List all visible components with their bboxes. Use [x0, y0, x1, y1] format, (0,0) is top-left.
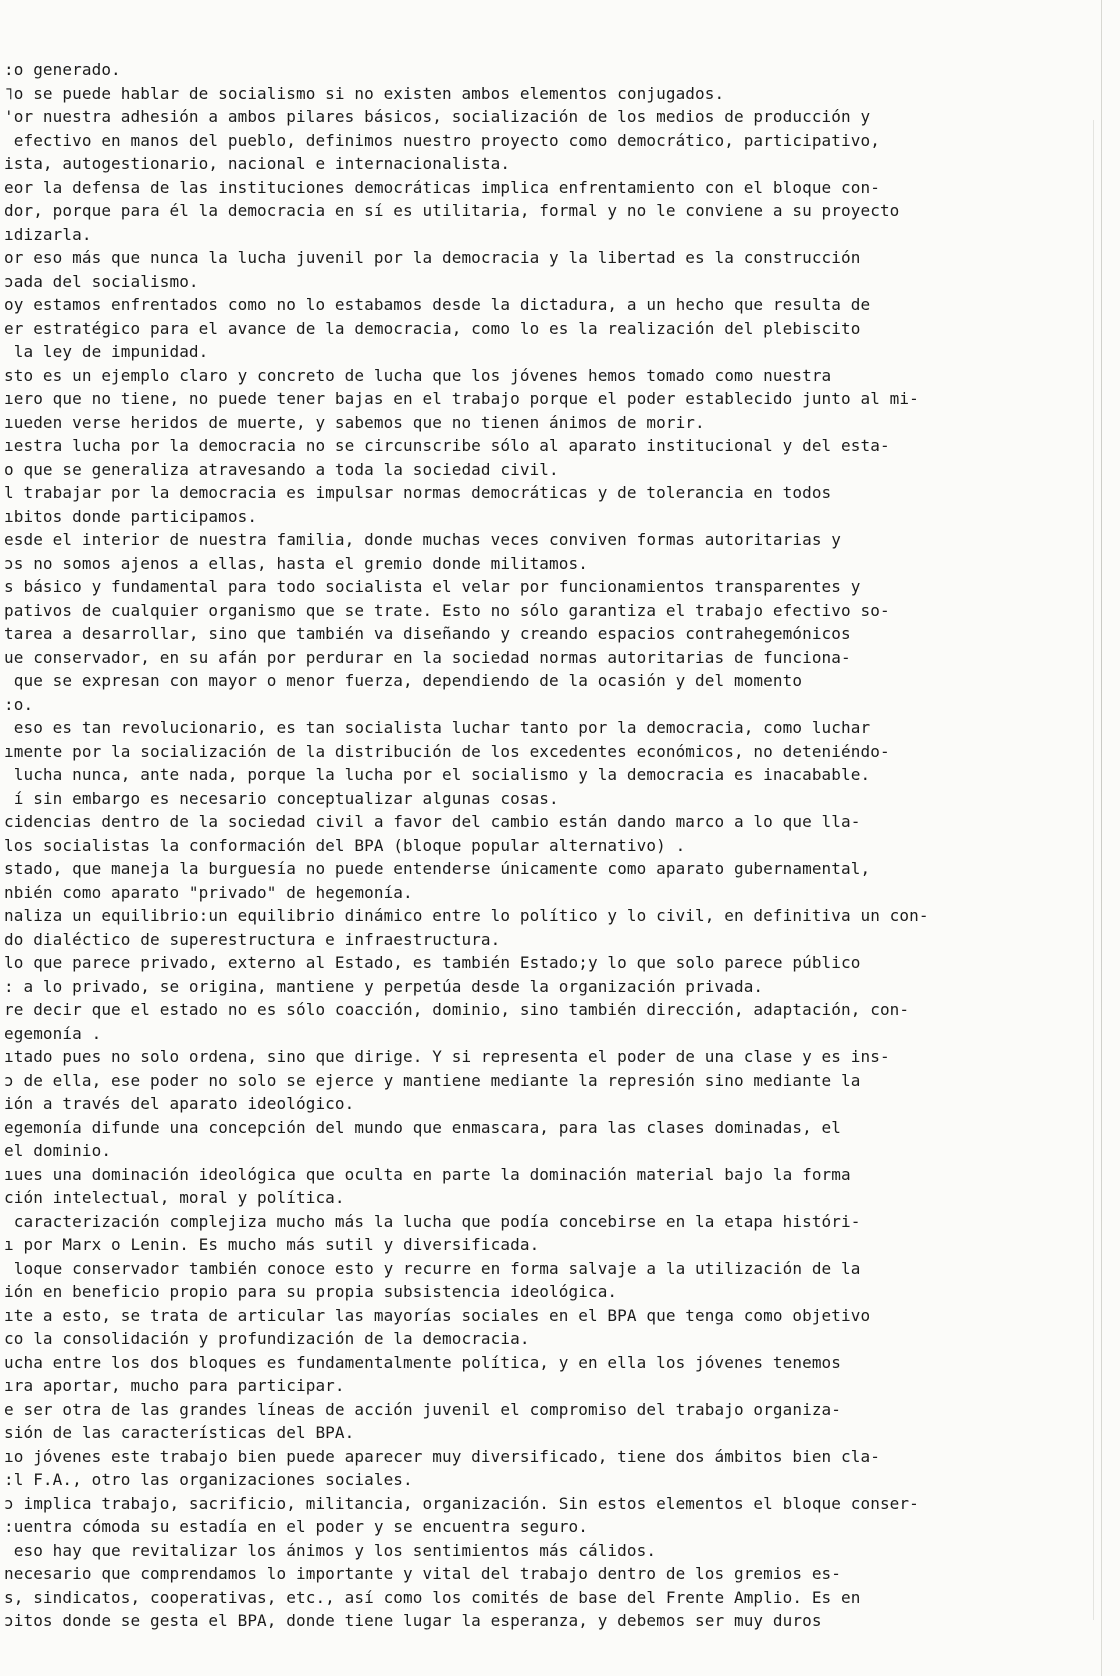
text-line: ión a través del aparato ideológico. — [4, 1094, 355, 1113]
document-body — [4, 58, 1064, 1633]
text-line: ɔitos donde se gesta el BPA, donde tiene lugar la esperanza, y debemos ser muy duros — [4, 1611, 822, 1630]
text-line: sión de las características del BPA. — [4, 1423, 355, 1442]
text-line: í sin embargo es necesario conceptualizar algunas cosas. — [4, 788, 559, 808]
text-line: ɔada del socialismo. — [4, 271, 199, 291]
text-line: lucha nunca, ante nada, porque la lucha por el socialismo y la democracia es inacabable. — [4, 765, 871, 784]
text-line: ıestra lucha por la democracia no se circunscribe sólo al aparato institucional y del esta- — [4, 436, 890, 455]
text-line: ıtado pues no solo ordena, sino que dirige. Y si representa el poder de una clase y es ins- — [4, 1047, 890, 1066]
text-line: ıbitos donde participamos. — [4, 506, 258, 526]
text-line: ción intelectual, moral y política. — [4, 1188, 345, 1207]
text-line: oy estamos enfrentados como no lo estabamos desde la dictadura, a un hecho que resulta de — [4, 295, 871, 314]
text-line: re decir que el estado no es sólo coacción, dominio, sino también dirección, adaptación, con- — [4, 1000, 910, 1019]
text-line: ıueden verse heridos de muerte, y sabemos que no tienen ánimos de morir. — [4, 412, 705, 432]
text-line: esde el interior de nuestra familia, donde muchas veces conviven formas autoritarias y — [4, 530, 842, 549]
text-line: : a lo privado, se origina, mantiene y perpetúa desde la organización privada. — [4, 976, 764, 996]
text-line: egemonía difunde una concepción del mundo que enmascara, para las clases dominadas, el — [4, 1117, 842, 1137]
text-line: er estratégico para el avance de la democracia, como lo es la realización del plebiscito — [4, 318, 861, 338]
text-line: naliza un equilibrio:un equilibrio dinámico entre lo político y lo civil, en definitiva un con- — [4, 906, 929, 925]
text-line: l trabajar por la democracia es impulsar normas democráticas y de tolerancia en todos — [4, 483, 832, 502]
text-line: stado, que maneja la burguesía no puede entenderse únicamente como aparato gubernamental, — [4, 859, 871, 878]
text-line: ɔ de ella, ese poder no solo se ejerce y mantiene mediante la represión sino mediante la — [4, 1070, 861, 1090]
text-line: pativos de cualquier organismo que se trate. Esto no sólo garantiza el trabajo efectivo so- — [4, 600, 890, 620]
text-line: ión en beneficio propio para su propia subsistencia ideológica. — [4, 1282, 618, 1301]
text-line: loque conservador también conoce esto y recurre en forma salvaje a la utilización de la — [4, 1258, 861, 1278]
text-line: ˥o se puede hablar de socialismo si no existen ambos elementos conjugados. — [4, 83, 725, 103]
text-line: ue conservador, en su afán por perdurar en la sociedad normas autoritarias de funciona- — [4, 647, 851, 667]
text-line: ucha entre los dos bloques es fundamentalmente política, y en ella los jóvenes tenemos — [4, 1352, 842, 1372]
text-line: :o. — [4, 694, 34, 714]
text-line: 'or nuestra adhesión a ambos pilares básicos, socialización de los medios de producción y — [4, 107, 871, 126]
page-edge-fold — [1101, 0, 1102, 1676]
text-line: ɔ implica trabajo, sacrificio, militancia, organización. Sin estos elementos el bloque conser- — [4, 1493, 919, 1513]
text-line: ıues una dominación ideológica que oculta en parte la dominación material bajo la forma — [4, 1164, 851, 1184]
text-line: o que se generaliza atravesando a toda la sociedad civil. — [4, 459, 559, 479]
text-line: ı por Marx o Lenin. Es mucho más sutil y diversificada. — [4, 1235, 540, 1254]
text-line: nbién como aparato "privado" de hegemonía. — [4, 882, 413, 902]
text-line: ıra aportar, mucho para participar. — [4, 1376, 345, 1395]
text-line: los socialistas la conformación del BPA (bloque popular alternativo) . — [4, 835, 686, 855]
text-line: ıo jóvenes este trabajo bien puede aparecer muy diversificado, tiene dos ámbitos bien cla- — [4, 1446, 880, 1466]
text-line: do dialéctico de superestructura e infraestructura. — [4, 929, 501, 949]
text-line: lo que parece privado, externo al Estado, es también Estado;y lo que solo parece público — [4, 953, 861, 972]
text-line: eor la defensa de las instituciones democráticas implica enfrentamiento con el bloque con- — [4, 177, 880, 197]
text-line: sto es un ejemplo claro y concreto de lucha que los jóvenes hemos tomado como nuestra — [4, 365, 832, 385]
text-line: ista, autogestionario, nacional e internacionalista. — [4, 154, 511, 173]
text-line: cidencias dentro de la sociedad civil a favor del cambio están dando marco a lo que lla- — [4, 812, 861, 831]
text-line: :l F.A., otro las organizaciones sociales. — [4, 1470, 413, 1489]
text-line: efectivo en manos del pueblo, definimos nuestro proyecto como democrático, participativo, — [4, 130, 880, 150]
text-line: tarea a desarrollar, sino que también va diseñando y creando espacios contrahegemónicos — [4, 624, 851, 643]
text-line: eso hay que revitalizar los ánimos y los sentimientos más cálidos. — [4, 1540, 657, 1560]
text-line: e ser otra de las grandes líneas de acción juvenil el compromiso del trabajo organiza- — [4, 1399, 842, 1419]
text-line: ıero que no tiene, no puede tener bajas en el trabajo porque el poder establecido junto al mi- — [4, 389, 919, 408]
text-line: la ley de impunidad. — [4, 342, 209, 361]
text-line: ıte a esto, se trata de articular las mayorías sociales en el BPA que tenga como objetivo — [4, 1305, 871, 1325]
text-line: ımente por la socialización de la distribución de los excedentes económicos, no deteniéndo- — [4, 741, 890, 761]
text-line: ıdizarla. — [4, 224, 92, 244]
text-line: :o generado. — [4, 60, 121, 79]
text-line: co la consolidación y profundización de la democracia. — [4, 1329, 530, 1348]
text-line: eso es tan revolucionario, es tan socialista luchar tanto por la democracia, como luchar — [4, 718, 871, 737]
text-line: el dominio. — [4, 1141, 112, 1160]
text-line: necesario que comprendamos lo importante y vital del trabajo dentro de los gremios es- — [4, 1564, 842, 1583]
text-line: s, sindicatos, cooperativas, etc., así como los comités de base del Frente Amplio. Es en — [4, 1587, 861, 1607]
text-line: or eso más que nunca la lucha juvenil por la democracia y la libertad es la construcción — [4, 248, 861, 267]
text-line: que se expresan con mayor o menor fuerza, dependiendo de la ocasión y del momento — [4, 671, 803, 690]
text-line: :uentra cómoda su estadía en el poder y se encuentra seguro. — [4, 1517, 588, 1536]
text-line: egemonía . — [4, 1023, 102, 1043]
text-line: caracterización complejiza mucho más la lucha que podía concebirse en la etapa históri- — [4, 1211, 861, 1231]
text-line: ɔs no somos ajenos a ellas, hasta el gremio donde militamos. — [4, 553, 588, 573]
text-line: dor, porque para él la democracia en sí es utilitaria, formal y no le conviene a su proyecto — [4, 201, 900, 220]
page-edge-shadow — [1093, 120, 1094, 1620]
text-line: s básico y fundamental para todo socialista el velar por funcionamientos transparentes y — [4, 577, 861, 596]
